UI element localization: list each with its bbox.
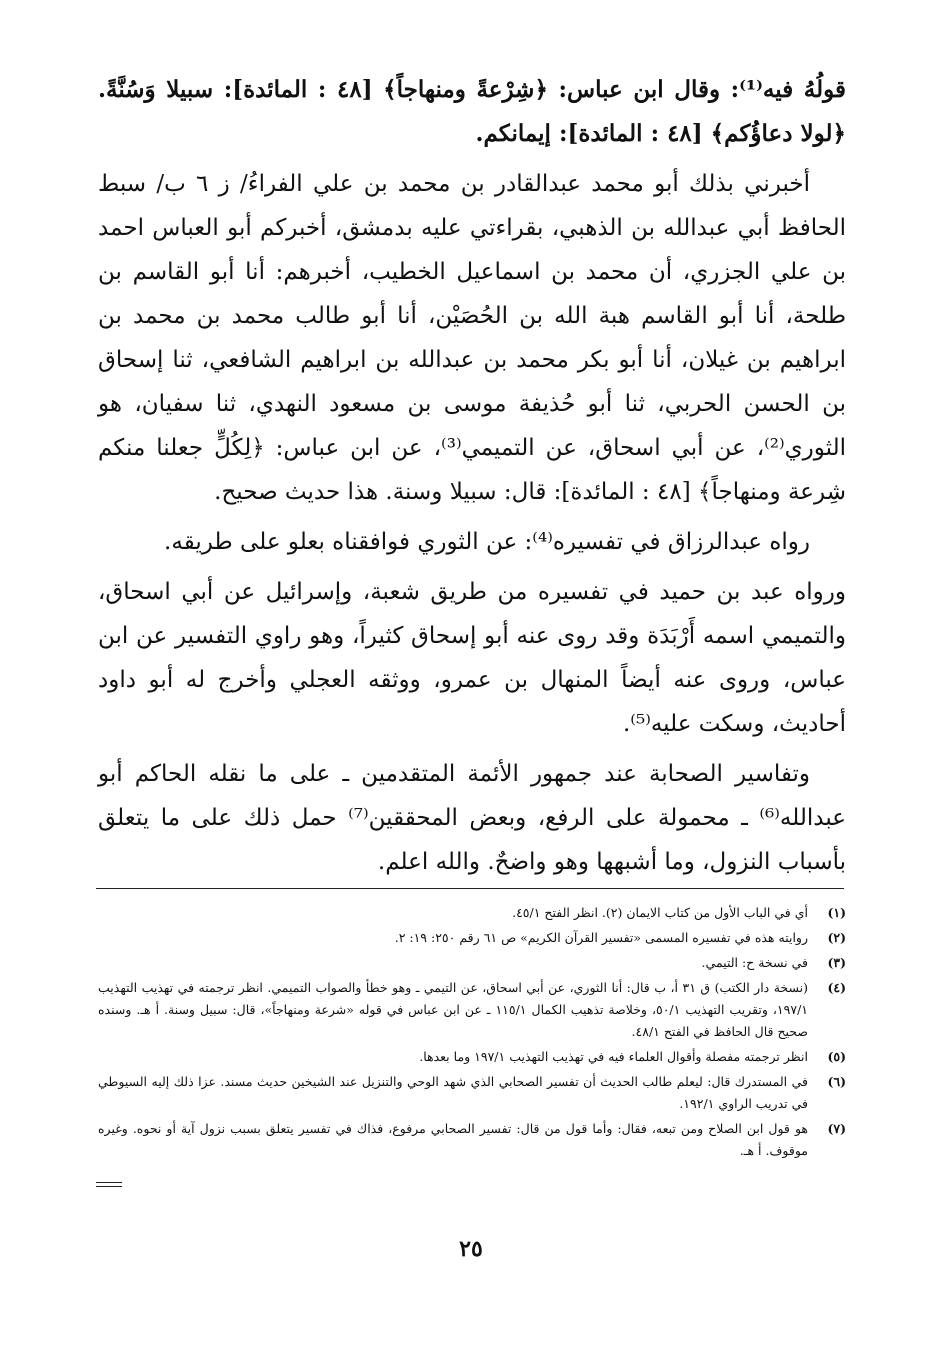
footnote-text: أي في الباب الأول من كتاب الايمان (٢). انظر الفتح ٤٥/١. bbox=[512, 905, 808, 920]
footnote-text: روايته هذه في تفسيره المسمى «تفسير القرآن الكريم» ص ٦١ رقم ٢٥٠: ١٩: ٢. bbox=[394, 930, 808, 945]
footnote-text: في المستدرك قال: ليعلم طالب الحديث أن تفسير الصحابي الذي شهد الوحي والتنزيل عند الشيخين حديث مسند. عزا ذلك إليه السيوطي في تدريب الراوي ١٩٢/١. bbox=[98, 1074, 808, 1111]
footnote bbox=[98, 1046, 846, 1068]
footnote-number: (٤) bbox=[827, 980, 846, 995]
footnote-number: (٦) bbox=[827, 1074, 846, 1089]
paragraph-isnad: أخبرني بذلك أبو محمد عبدالقادر بن محمد بن علي الفراءُ/ ز ٦ ب/ سبط الحافظ أبي عبدالله بن الذهبي، بقراءتي عليه بدمشق، أخبركم أبو العباس احمد بن علي الجزري، أن محمد بن اسماعيل الخطيب، أخبرهم: أنا أبو القاسم بن طلحة، أنا أبو القاسم هبة الله بن الحُصَيْن، أنا أبو طالب محمد بن محمد بن ابراهيم بن غيلان، أنا أبو بكر محمد بن عبدالله بن ابراهيم الشافعي، ثنا إسحاق بن الحسن الحربي، ثنا أبو حُذيفة موسى بن مسعود النهدي، ثنا سفيان، هو الثوري⁽²⁾، عن أبي اسحاق، عن التميمي⁽³⁾، عن ابن عباس: ﴿لِكُلٍّ جعلنا منكم شِرعة ومنهاجاً﴾ [٤٨ : المائدة]: قال: سبيلا وسنة. هذا حديث صحيح. bbox=[98, 171, 847, 505]
footnote-text: في نسخة ح: التيمي. bbox=[701, 955, 808, 970]
footnote bbox=[98, 1118, 846, 1162]
page-number: ٢٥ bbox=[459, 1236, 483, 1262]
footnote-text: انظر ترجمته مفصلة وأقوال العلماء فيه في تهذيب التهذيب ١٩٧/١ وما بعدها. bbox=[419, 1049, 808, 1064]
footnote-number: (٢) bbox=[827, 930, 846, 945]
end-of-notes-mark bbox=[96, 1182, 122, 1190]
footnote bbox=[98, 1071, 846, 1115]
footnote-number: (٧) bbox=[827, 1121, 846, 1136]
main-text bbox=[98, 68, 846, 890]
paragraph-abd-bin-humaid: ورواه عبد بن حميد في تفسيره من طريق شعبة، وإسرائيل عن أبي اسحاق، والتميمي اسمه أَرْبَدَة وقد روى عنه أبو إسحاق كثيراً، وهو راوي التفسير عن ابن عباس، وروى عنه أيضاً المنهال بن عمرو، ووثقه العجلي وأخرج له أبو داود أحاديث، وسكت عليه⁽⁵⁾. bbox=[98, 579, 846, 737]
footnote-number: (٥) bbox=[827, 1049, 846, 1064]
footnote bbox=[98, 927, 846, 949]
paragraph-sahaba-tafsir: وتفاسير الصحابة عند جمهور الأئمة المتقدمين ـ على ما نقله الحاكم أبو عبدالله⁽⁶⁾ ـ محمولة على الرفع، وبعض المحققين⁽⁷⁾ حمل ذلك على ما يتعلق بأسباب النزول، وما أشبهها وهو واضحٌ. والله اعلم. bbox=[98, 761, 846, 875]
footnote-number: (١) bbox=[827, 905, 846, 920]
footnote-separator bbox=[96, 888, 844, 889]
paragraph-abdulrazzaq: رواه عبدالرزاق في تفسيره⁽⁴⁾: عن الثوري فوافقناه بعلو على طريقه. bbox=[164, 529, 810, 555]
paragraph-quote: قولُهُ فيه⁽¹⁾: وقال ابن عباس: ﴿شِرْعةً ومنهاجاً﴾ [٤٨ : المائدة]: سبيلا وَسُنَّةً. ﴿لولا دعاؤُكم﴾ [٤٨ : المائدة]: إيمانكم. bbox=[98, 76, 846, 147]
footnote-text: (نسخة دار الكتب) ق ٣١ أ، ب قال: أنا الثوري، عن أبي اسحاق، عن التيمي ـ وهو خطأ والصواب التميمي. انظر ترجمته في تهذيب التهذيب ١٩٧/١، وتقريب التهذيب ٥٠/١، وخلاصة تذهيب الكمال ١١٥/١ ـ عن ابن عباس في قوله «شرعة ومنهاجاً»، قال: سبيل وسنة. أ هـ. وسنده صحيح قال الحافظ في الفتح ٤٨/١. bbox=[98, 980, 809, 1039]
footnote bbox=[98, 902, 846, 924]
footnote bbox=[98, 952, 846, 974]
footnote-text: هو قول ابن الصلاح ومن تبعه، فقال: وأما قول من قال: تفسير الصحابي مرفوع، فذاك في تفسير يتعلق بسبب نزول آية أو نحوه. وغيره موقوف. أ هـ. bbox=[98, 1121, 808, 1158]
footnotes-list bbox=[98, 902, 846, 1165]
end-mark-line bbox=[96, 1182, 122, 1183]
footnote bbox=[98, 977, 846, 1043]
footnote-number: (٣) bbox=[827, 955, 846, 970]
end-mark-line bbox=[96, 1186, 122, 1187]
